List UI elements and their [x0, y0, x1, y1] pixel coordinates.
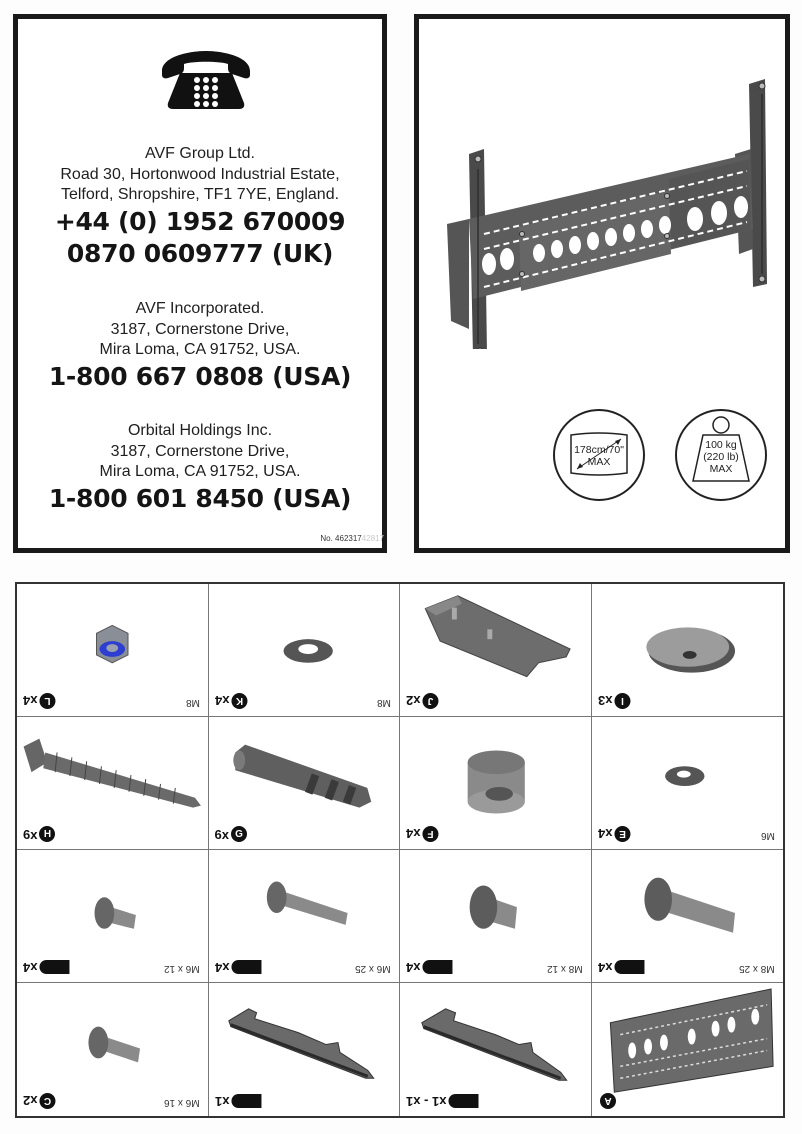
part-cell-wall-plug — [209, 717, 401, 850]
part-cell-tilt-arm-right — [400, 983, 592, 1116]
quantity-label — [598, 960, 644, 975]
company-block-avf-group — [18, 144, 382, 270]
part-letter-badge: C — [39, 1093, 55, 1109]
part-size: M6 x 16 — [163, 1097, 200, 1108]
company-name: Orbital Holdings Inc. — [127, 422, 273, 439]
telephone-icon — [158, 49, 254, 111]
address-line: Telford, Shropshire, TF1 7YE, England. — [60, 186, 340, 203]
part-quantity: x4 — [214, 693, 229, 709]
quantity-label — [23, 693, 55, 709]
part-quantity: x4 — [597, 826, 612, 842]
part-quantity: x4 — [597, 960, 612, 975]
part-cell-washer-small — [592, 717, 784, 850]
part-cell-spacer-disc — [592, 584, 784, 717]
part-quantity: x2 — [23, 1093, 38, 1109]
quantity-label — [406, 960, 452, 975]
quantity-label — [23, 960, 69, 975]
part-cell-spacer — [400, 717, 592, 850]
parts-list-grid — [15, 582, 785, 1118]
quantity-label — [598, 693, 630, 709]
wall-mount-illustration — [429, 59, 784, 349]
part-cell-screw-m6x12 — [17, 850, 209, 983]
screen-size-text — [555, 444, 643, 468]
part-size: M8 — [377, 697, 391, 708]
part-cell-screw-m8x12 — [400, 850, 592, 983]
part-cell-wall-plate — [592, 983, 784, 1116]
part-quantity: x1 — [214, 1094, 229, 1109]
quantity-label — [598, 1093, 616, 1109]
address-line: 3187, Cornerstone Drive, — [110, 320, 290, 338]
company-block-orbital — [18, 421, 382, 515]
quantity-label — [23, 826, 55, 842]
part-letter-badge: K — [231, 693, 247, 709]
part-letter-badge: J — [422, 693, 438, 709]
part-pill-badge — [231, 1095, 261, 1109]
screen-size-max-label: MAX — [587, 456, 611, 468]
part-pill-badge — [614, 961, 644, 975]
part-size: M6 x 12 — [163, 963, 200, 974]
part-quantity: 6x — [214, 826, 229, 842]
part-pill-badge — [448, 1095, 478, 1109]
part-letter-badge: G — [231, 826, 247, 842]
weight-max-label: MAX — [709, 463, 733, 475]
part-size: M8 x 12 — [546, 963, 583, 974]
address-line: Mira Loma, CA 91752, USA. — [99, 463, 301, 480]
part-pill-badge — [231, 961, 261, 975]
quantity-label — [598, 826, 630, 842]
ref-no-text: No. 462317 — [320, 534, 362, 543]
part-quantity: x4 — [23, 693, 38, 709]
part-letter-badge: L — [39, 693, 55, 709]
part-quantity: x4 — [406, 826, 421, 842]
quantity-label — [406, 1094, 478, 1109]
part-quantity: x4 — [406, 960, 421, 975]
part-quantity: 6x — [23, 826, 38, 842]
part-cell-screw-m6x16 — [17, 983, 209, 1116]
part-cell-lock-nut — [17, 584, 209, 717]
part-cell-bracket-channel — [400, 584, 592, 717]
address-line: Mira Loma, CA 91752, USA. — [99, 341, 301, 358]
quantity-label — [23, 1093, 55, 1109]
part-size: M8 — [185, 697, 200, 708]
part-letter-badge: E — [614, 826, 630, 842]
part-cell-screw-m6x25 — [209, 850, 401, 983]
part-quantity: x2 — [406, 693, 421, 709]
part-pill-badge — [422, 961, 452, 975]
address-line: 3187, Cornerstone Drive, — [110, 442, 290, 460]
max-screen-size-badge — [553, 409, 645, 501]
part-letter-badge: I — [614, 693, 630, 709]
part-size: M6 — [761, 830, 775, 841]
part-pill-badge — [39, 961, 69, 975]
product-card — [414, 14, 790, 553]
part-quantity: x4 — [23, 960, 38, 975]
phone-number: 1-800 667 0808 (USA) — [48, 361, 352, 391]
company-name: AVF Incorporated. — [135, 300, 265, 317]
weight-lb: (220 lb) — [703, 451, 739, 463]
part-size: M8 x 25 — [739, 963, 775, 974]
quantity-label — [215, 693, 247, 709]
max-weight-badge — [675, 409, 767, 501]
wall-plate-icon — [592, 983, 784, 1116]
screen-size-value: 178cm/70" — [574, 444, 624, 456]
part-cell-screw-m8x25 — [592, 850, 784, 983]
part-cell-tilt-arm-left — [209, 983, 401, 1116]
company-name: AVF Group Ltd. — [145, 145, 255, 162]
ref-no-faded: 42817 — [361, 534, 384, 543]
part-quantity: x1 - x1 — [406, 1094, 447, 1109]
quantity-label — [406, 693, 438, 709]
phone-number: 1-800 601 8450 (USA) — [48, 483, 352, 513]
part-letter-badge: F — [422, 826, 438, 842]
address-line: Road 30, Hortonwood Industrial Estate, — [60, 165, 340, 183]
phone-number: +44 (0) 1952 670009 — [54, 206, 346, 236]
part-letter-badge: H — [39, 826, 55, 842]
part-size: M6 x 25 — [355, 963, 391, 974]
phone-number: 0870 0609777 (UK) — [66, 238, 334, 268]
quantity-label — [215, 826, 247, 842]
company-block-avf-inc — [18, 299, 382, 393]
weight-kg: 100 kg — [705, 439, 737, 451]
weight-text — [677, 439, 765, 475]
part-quantity: x3 — [597, 693, 612, 709]
reference-number — [320, 534, 384, 543]
contact-card — [13, 14, 387, 553]
part-quantity: x4 — [214, 960, 229, 975]
quantity-label — [406, 826, 438, 842]
part-cell-coach-screw — [17, 717, 209, 850]
part-cell-washer — [209, 584, 401, 717]
part-letter-badge: A — [600, 1093, 616, 1109]
quantity-label — [215, 1094, 261, 1109]
quantity-label — [215, 960, 261, 975]
